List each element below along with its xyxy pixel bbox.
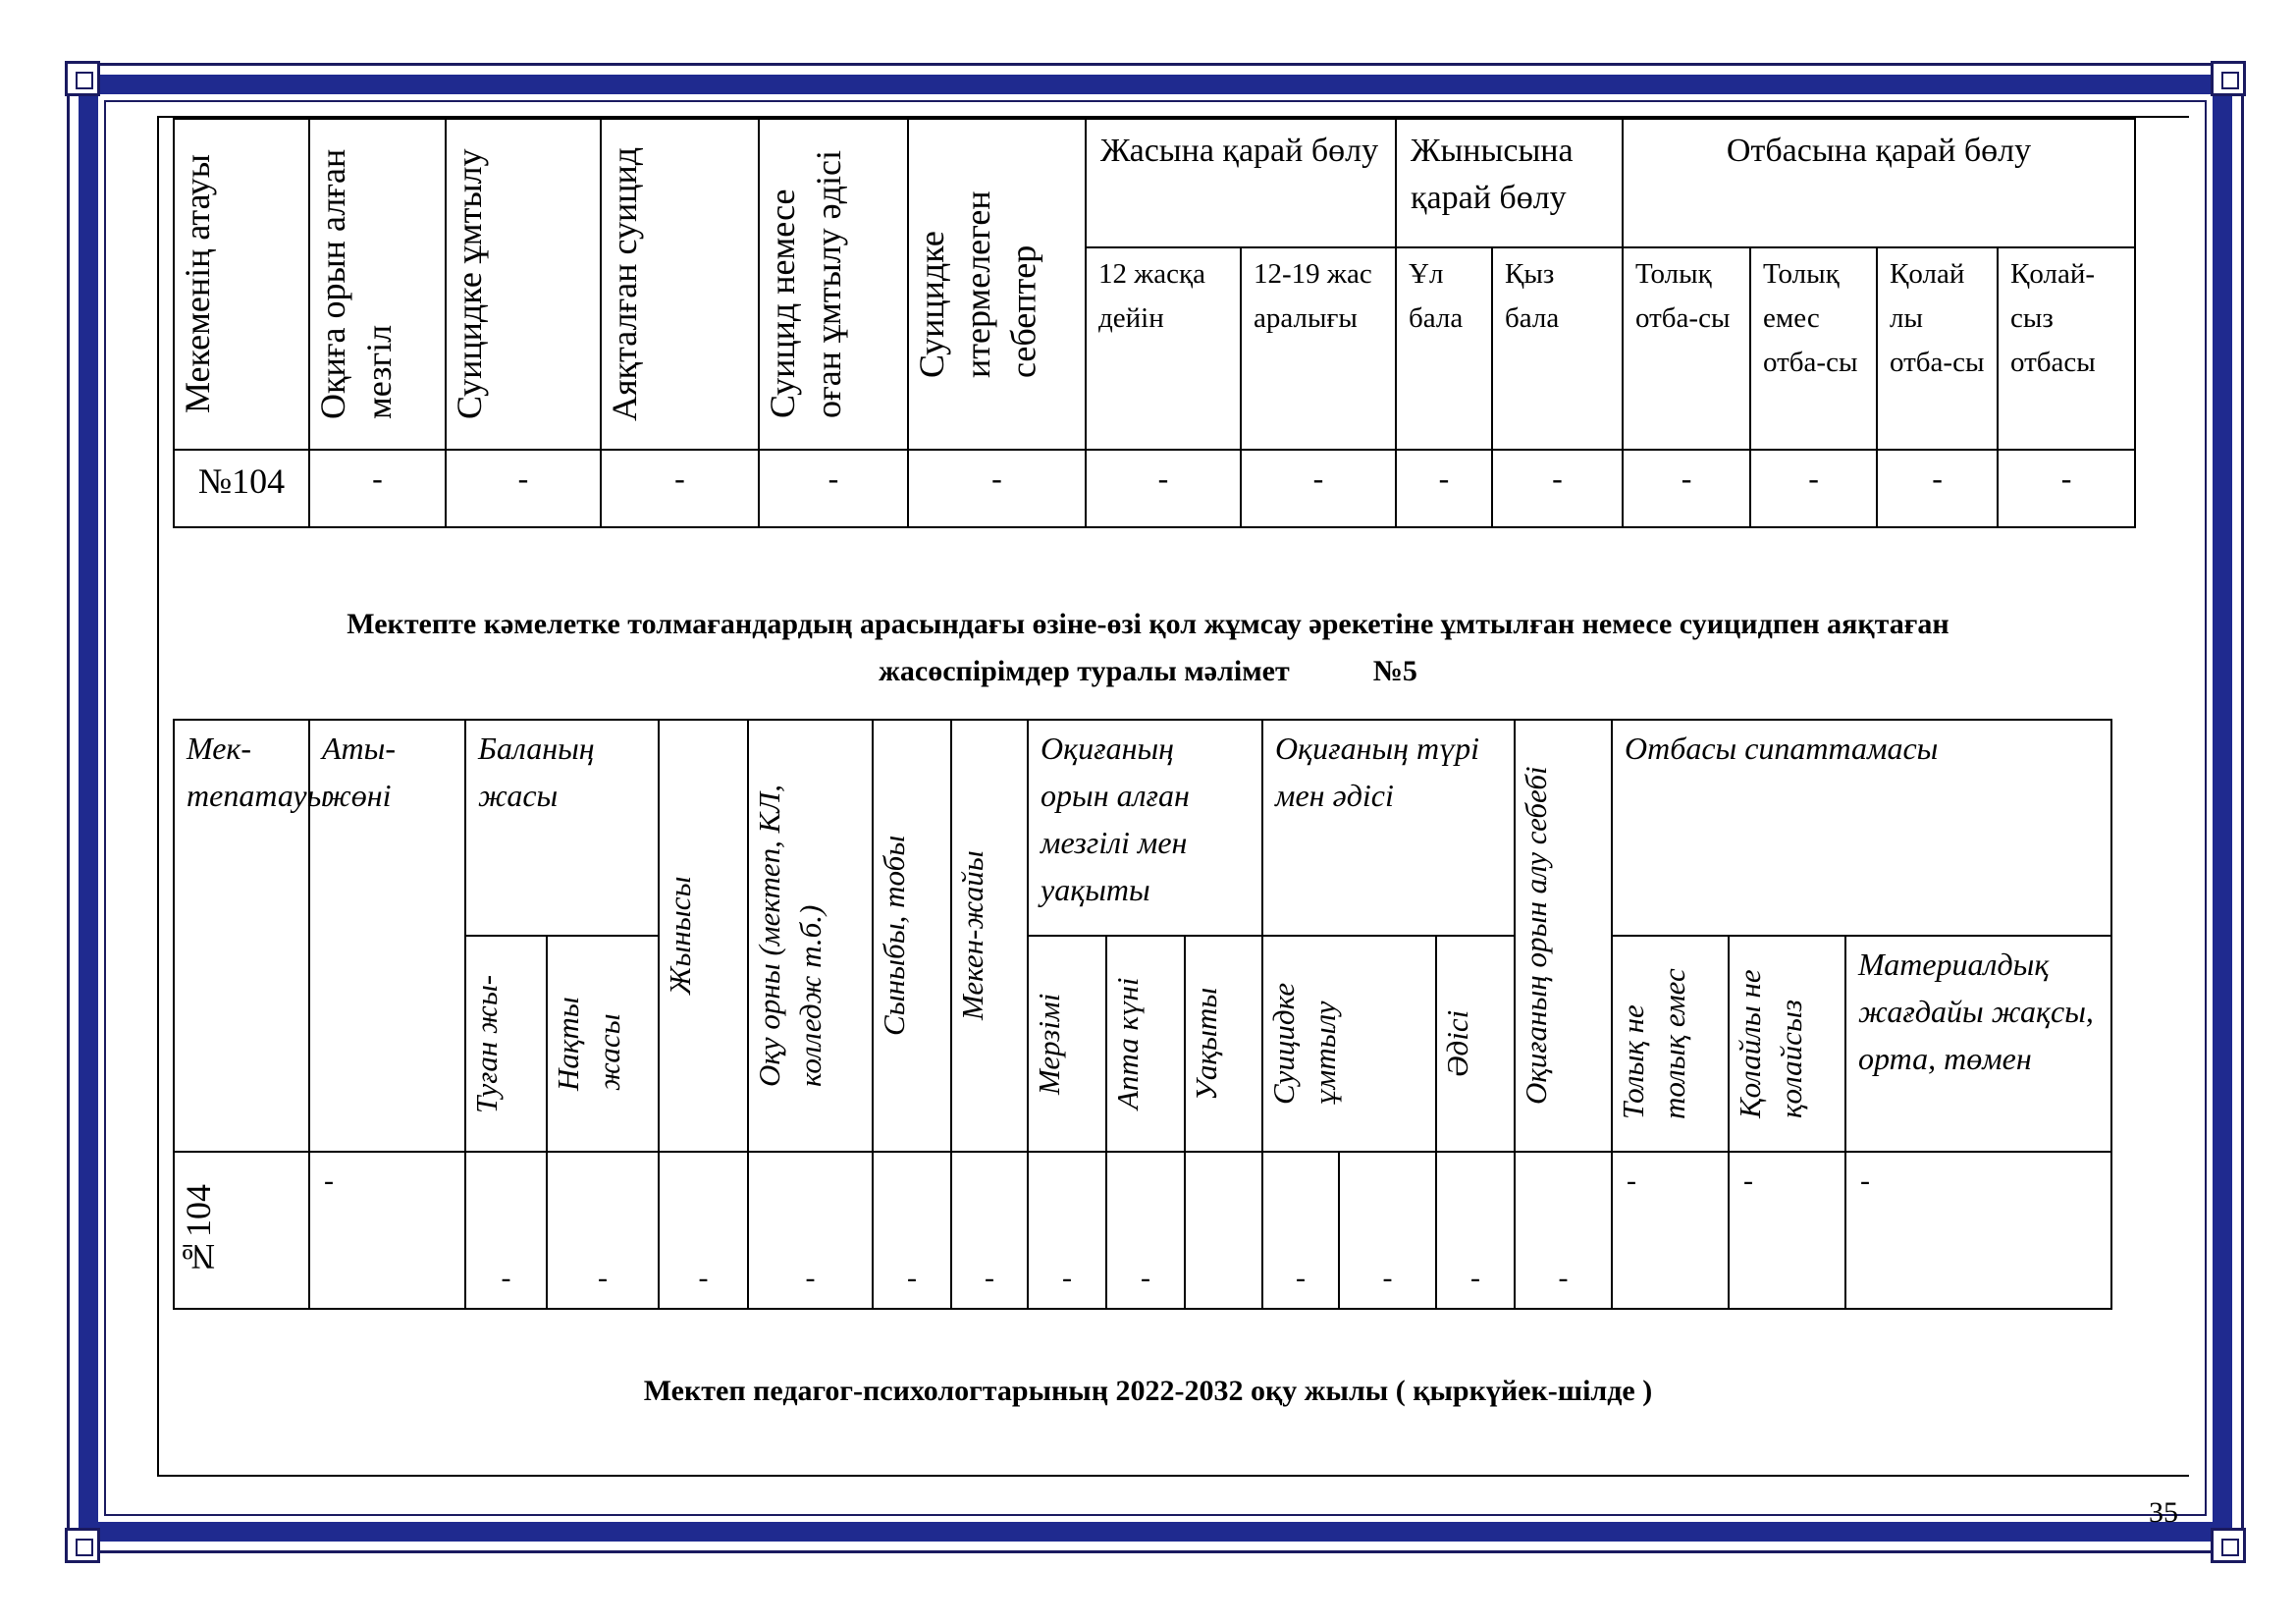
subheader-method: Әдісі xyxy=(1436,936,1515,1152)
subheader-suicide-attempt: Суицидке ұмтылу xyxy=(1262,936,1436,1152)
row-time xyxy=(1185,1152,1262,1309)
page-number: 35 xyxy=(2149,1496,2178,1529)
subheader-time: Уақыты xyxy=(1185,936,1262,1152)
row-full-incomplete: - xyxy=(1612,1152,1729,1309)
row-weekday: - xyxy=(1106,1152,1185,1309)
row-period: - xyxy=(1028,1152,1106,1309)
header-completed: Аяқталған суицид xyxy=(601,119,759,450)
row-method: - xyxy=(1436,1152,1515,1309)
row-cell: - xyxy=(1623,450,1750,527)
header-address: Мекен-жайы xyxy=(951,720,1028,1152)
row-cell: - xyxy=(1086,450,1241,527)
row-cell: - xyxy=(1396,450,1492,527)
row-birth-year: - xyxy=(465,1152,547,1309)
subheader-material: Материалдық жағдайы жақсы, орта, төмен xyxy=(1845,936,2111,1152)
subheader-age-under12: 12 жасқа дейін xyxy=(1086,247,1241,450)
subheader-boy: Ұл бала xyxy=(1396,247,1492,450)
header-family: Отбасы сипаттамасы xyxy=(1612,720,2111,936)
header-causes: Суицидке итермелеген себептер xyxy=(908,119,1086,450)
row-gender: - xyxy=(659,1152,748,1309)
header-study-place: Оқу орны (мектеп, КЛ, колледж т.б.) xyxy=(748,720,873,1152)
header-attempt: Суицидке ұмтылу xyxy=(446,119,601,450)
row-cell: - xyxy=(1750,450,1877,527)
row-institution: №104 xyxy=(174,450,309,527)
subheader-full-incomplete: Толық не толық емес xyxy=(1612,936,1729,1152)
corner-ornament-top-right xyxy=(2211,61,2246,96)
row-cell: - xyxy=(908,450,1086,527)
caption-line-1: Мектепте кәмелетке толмағандардың арасындағы өзіне-өзі қол жұмсау әрекетіне ұмтылған немесе суицидпен аяқтаған xyxy=(347,608,1949,640)
row-cell: - xyxy=(1877,450,1998,527)
header-gender: Жынысы xyxy=(659,720,748,1152)
header-by-gender: Жынысына қарай бөлу xyxy=(1396,119,1623,247)
header-period: Оқиға орын алған мезгіл xyxy=(309,119,446,450)
header-incident-cause: Оқиғаның орын алу себебі xyxy=(1515,720,1612,1152)
header-method: Суицид немесе оған ұмтылу әдісі xyxy=(759,119,908,450)
header-incident-type: Оқиғаның түрі мен әдісі xyxy=(1262,720,1515,936)
row-cell: - xyxy=(601,450,759,527)
row-study-place: - xyxy=(748,1152,873,1309)
row-address: - xyxy=(951,1152,1028,1309)
header-school: Мек-тепатауы xyxy=(174,720,309,1152)
subheader-age-12-19: 12-19 жас аралығы xyxy=(1241,247,1396,450)
subheader-girl: Қыз бала xyxy=(1492,247,1623,450)
subheader-unfavorable-family: Қолай-сыз отбасы xyxy=(1998,247,2135,450)
row-suicide-extra: - xyxy=(1339,1152,1436,1309)
subheader-favorable: Қолайлы не қолайсыз xyxy=(1729,936,1845,1152)
row-cell: - xyxy=(1492,450,1623,527)
row-cause: - xyxy=(1515,1152,1612,1309)
row-name: - xyxy=(309,1152,465,1309)
caption-line-2: жасөспірімдер туралы мәлімет №5 xyxy=(879,655,1417,687)
corner-ornament-bottom-left xyxy=(65,1528,100,1563)
header-by-age: Жасына қарай бөлу xyxy=(1086,119,1396,247)
row-cell: - xyxy=(759,450,908,527)
subheader-incomplete-family: Толық емес отба-сы xyxy=(1750,247,1877,450)
header-institution: Мекеменің атауы xyxy=(174,119,309,450)
header-class-group: Сыныбы, тобы xyxy=(873,720,951,1152)
subheader-weekday: Апта күні xyxy=(1106,936,1185,1152)
header-incident-time: Оқиғаның орын алған мезгілі мен уақыты xyxy=(1028,720,1262,936)
adolescents-incident-table xyxy=(173,719,2112,1310)
row-cell: - xyxy=(446,450,601,527)
header-name: Аты-жөні xyxy=(309,720,465,1152)
subheader-actual-age: Нақты жасы xyxy=(547,936,659,1152)
row-material: - xyxy=(1845,1152,2111,1309)
subheader-favorable-family: Қолай лы отба-сы xyxy=(1877,247,1998,450)
row-class-group: - xyxy=(873,1152,951,1309)
subheader-full-family: Толық отба-сы xyxy=(1623,247,1750,450)
subheader-birth-year: Туған жы- xyxy=(465,936,547,1152)
corner-ornament-bottom-right xyxy=(2211,1528,2246,1563)
corner-ornament-top-left xyxy=(65,61,100,96)
caption-number: №5 xyxy=(1372,655,1417,687)
footer-title: Мектеп педагог-психологтарының 2022-2032 оқу жылы ( қыркүйек-шілде ) xyxy=(643,1375,1653,1407)
subheader-period: Мерзімі xyxy=(1028,936,1106,1152)
header-child-age: Баланың жасы xyxy=(465,720,659,936)
row-school: №104 xyxy=(174,1152,309,1309)
row-favorable: - xyxy=(1729,1152,1845,1309)
header-by-family: Отбасына қарай бөлу xyxy=(1623,119,2135,247)
row-cell: - xyxy=(1241,450,1396,527)
row-actual-age: - xyxy=(547,1152,659,1309)
row-cell: - xyxy=(1998,450,2135,527)
suicide-statistics-table xyxy=(173,118,2136,528)
section-caption xyxy=(0,601,2296,695)
row-suicide-attempt: - xyxy=(1262,1152,1339,1309)
row-cell: - xyxy=(309,450,446,527)
